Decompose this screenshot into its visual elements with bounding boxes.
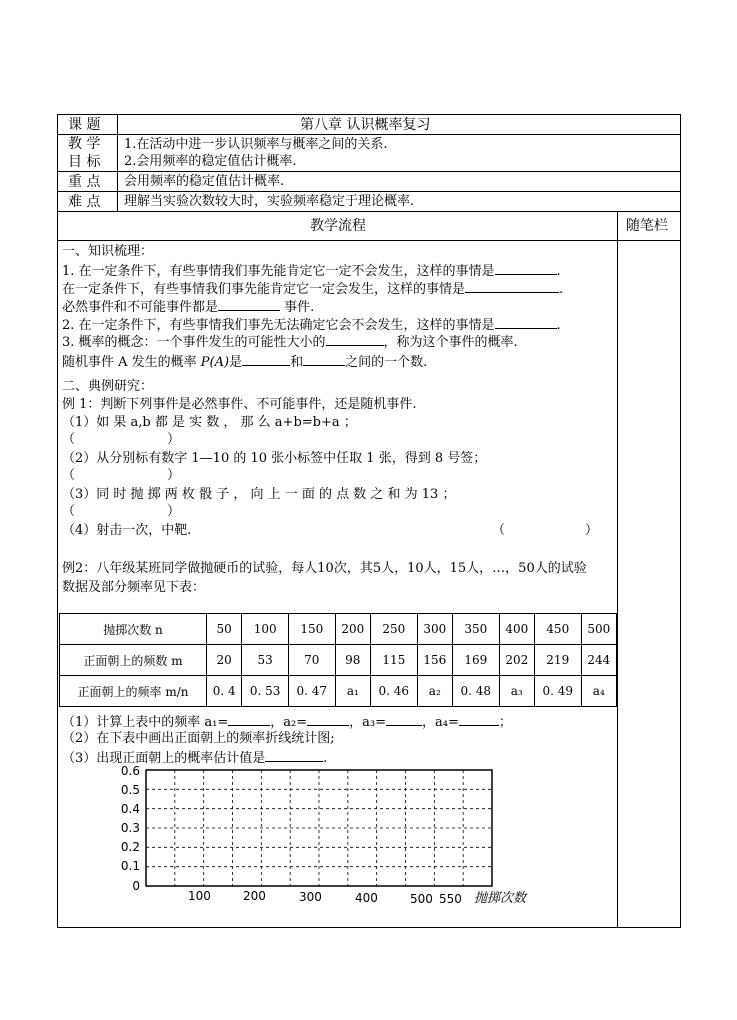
x-axis-label: 抛掷次数	[474, 891, 527, 906]
example1-q4-answer: （ ）	[492, 523, 599, 538]
x-tick-label: 200	[243, 889, 266, 903]
section1-line5: 3. 概率的概念：一个事件发生的可能性大小的 ，称为这个事件的概率.	[62, 335, 518, 350]
table-cell: 150	[288, 614, 335, 645]
table-cell: 115	[370, 645, 417, 676]
table-cell: a₃	[499, 676, 534, 707]
table-cell: 0. 4	[207, 676, 242, 707]
example1-q3: （3）同 时 抛 掷 两 枚 骰 子 ， 向 上 一 面 的 点 数 之 和 为 13 ；	[62, 487, 456, 502]
topic-value: 第八章 认识概率复习	[300, 117, 431, 133]
example1-title: 例 1：判断下列事件是必然事件、不可能事件，还是随机事件.	[62, 397, 417, 412]
table-cell: 98	[335, 645, 370, 676]
frequency-table	[59, 613, 617, 707]
table-cell: 0. 53	[242, 676, 289, 707]
section1-line6: 随机事件 A 发生的概率 P(A)是 和 之间的一个数.	[62, 355, 428, 370]
y-tick-label: 0.4	[120, 802, 140, 816]
y-tick-label: 0.5	[120, 783, 140, 797]
difficulty-value: 理解当实验次数较大时，实验频率稳定于理论概率.	[124, 194, 415, 209]
question-1: （1）计算上表中的频率 a₁= ，a₂= ，a₃= ，a₄= ；	[62, 715, 512, 730]
section1-line4: 2. 在一定条件下，有些事情我们事先无法确定它会不会发生，这样的事情是 .	[62, 318, 561, 333]
example1-q1-answer: （ ）	[62, 432, 181, 447]
table-cell: a₁	[335, 676, 370, 707]
table-cell: 350	[452, 614, 499, 645]
y-tick-label: 0.1	[120, 859, 140, 873]
notes-title: 随笔栏	[626, 218, 668, 234]
topic-label: 课 题	[68, 117, 101, 133]
goal-2: 2.会用频率的稳定值估计概率.	[124, 154, 297, 169]
table-row	[60, 645, 617, 676]
table-cell: 53	[242, 645, 289, 676]
section1-line1: 1. 在一定条件下，有些事情我们事先能肯定它一定不会发生，这样的事情是 .	[62, 264, 561, 279]
table-cell: 156	[417, 645, 452, 676]
table-row	[60, 614, 617, 645]
table-cell: 250	[370, 614, 417, 645]
goal-label-1: 教 学	[68, 136, 101, 152]
y-tick-label: 0.3	[120, 821, 140, 835]
table-cell: 200	[335, 614, 370, 645]
x-tick-label: 300	[299, 890, 322, 904]
example1-q4: （4）射击一次，中靶.	[62, 523, 192, 538]
table-cell: 169	[452, 645, 499, 676]
table-cell: 450	[534, 614, 581, 645]
question-2: （2）在下表中画出正面朝上的频率折线统计图;	[62, 731, 335, 746]
row-label-freqs: 正面朝上的频率 m/n	[60, 676, 207, 707]
y-tick-label: 0.6	[120, 764, 140, 778]
example1-q1: （1）如 果 a,b 都 是 实 数 ， 那 么 a+b=b+a ；	[62, 415, 357, 430]
x-tick-label: 550	[439, 892, 462, 906]
section1-line2: 在一定条件下，有些事情我们事先能肯定它一定会发生，这样的事情是 .	[62, 282, 564, 297]
x-tick-label: 100	[188, 889, 211, 903]
y-tick-label: 0	[132, 879, 140, 893]
example2-line2: 数据及部分频率见下表：	[62, 580, 206, 595]
section1-title: 一、知识梳理：	[62, 244, 154, 259]
y-tick-label: 0.2	[120, 840, 140, 854]
table-cell: 500	[581, 614, 616, 645]
process-title: 教学流程	[310, 218, 366, 234]
section2-title: 二、典例研究：	[62, 379, 154, 394]
section1-line3: 必然事件和不可能事件都是 事件.	[62, 300, 315, 315]
table-cell: 0. 48	[452, 676, 499, 707]
difficulty-label: 难 点	[68, 194, 101, 210]
table-cell: 219	[534, 645, 581, 676]
x-tick-label: 500	[410, 892, 433, 906]
table-cell: 100	[242, 614, 289, 645]
table-cell: 0. 46	[370, 676, 417, 707]
example1-q3-answer: （ ）	[62, 504, 181, 519]
row-label-throws: 抛掷次数 n	[60, 614, 207, 645]
table-cell: a₂	[417, 676, 452, 707]
row-label-counts: 正面朝上的频数 m	[60, 645, 207, 676]
table-cell: 20	[207, 645, 242, 676]
table-cell: 70	[288, 645, 335, 676]
example1-q2-answer: （ ）	[62, 468, 181, 483]
table-row	[60, 676, 617, 707]
x-tick-label: 400	[355, 891, 378, 905]
table-cell: 244	[581, 645, 616, 676]
table-cell: 0. 49	[534, 676, 581, 707]
table-cell: 50	[207, 614, 242, 645]
table-cell: 0. 47	[288, 676, 335, 707]
goal-label-2: 目 标	[68, 154, 101, 170]
goal-1: 1.在活动中进一步认识频率与概率之间的关系.	[124, 137, 388, 152]
key-label: 重 点	[68, 174, 101, 190]
table-cell: 300	[417, 614, 452, 645]
table-cell: 400	[499, 614, 534, 645]
example2-line1: 例2：八年级某班同学做抛硬币的试验，每人10次，其5人，10人，15人，…，50人的试验	[62, 561, 587, 576]
example1-q2: （2）从分别标有数字 1—10 的 10 张小标签中任取 1 张，得到 8 号签；	[62, 451, 487, 466]
key-value: 会用频率的稳定值估计概率.	[124, 174, 285, 189]
table-cell: a₄	[581, 676, 616, 707]
question-3: （3）出现正面朝上的概率估计值是 .	[62, 751, 328, 766]
table-cell: 202	[499, 645, 534, 676]
